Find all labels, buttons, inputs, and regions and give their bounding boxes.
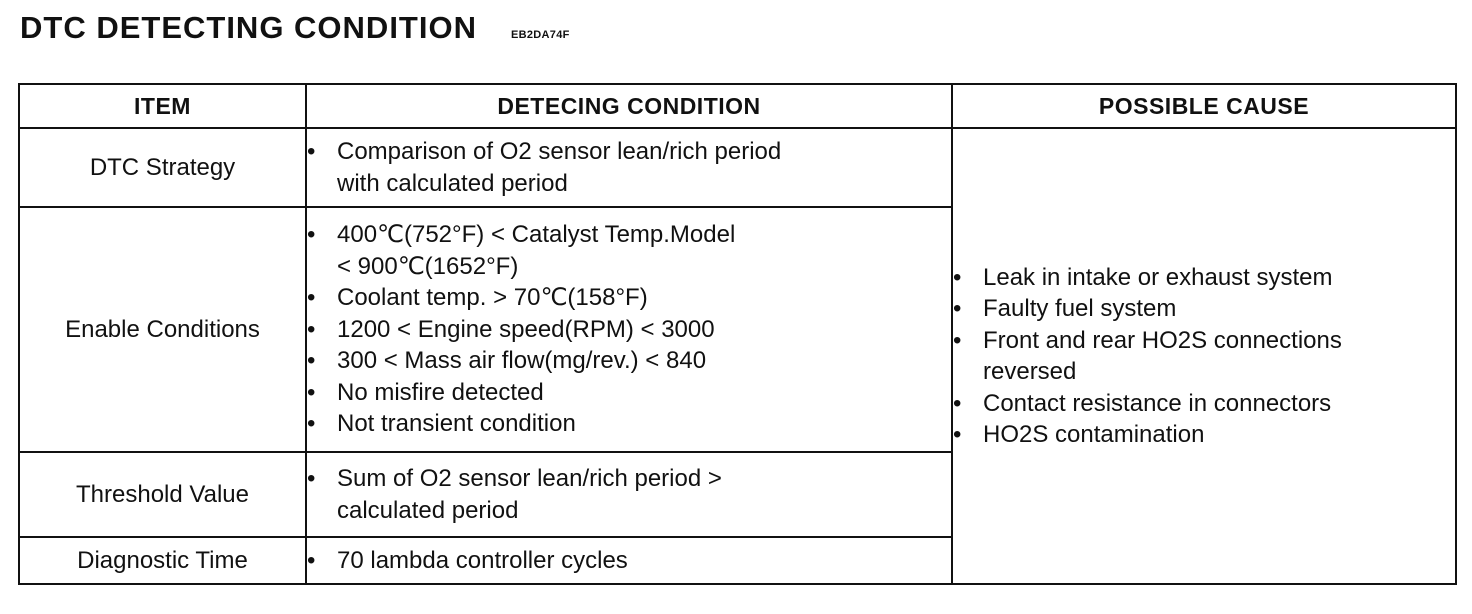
condition-enable-conditions [306,207,952,452]
page-title: DTC DETECTING CONDITION [20,10,477,45]
cause-item: • Leak in intake or exhaust system [953,262,1455,294]
condition-text: • 400℃(752°F) < Catalyst Temp.Model [307,219,951,251]
document-code: EB2DA74F [511,29,570,41]
condition-text: • 300 < Mass air flow(mg/rev.) < 840 [307,345,951,377]
condition-text: • 1200 < Engine speed(RPM) < 3000 [307,314,951,346]
condition-text: • Sum of O2 sensor lean/rich period > [307,463,951,495]
item-enable-conditions: Enable Conditions [19,207,306,452]
condition-text: • Comparison of O2 sensor lean/rich period [307,136,951,168]
condition-text: • Not transient condition [307,408,951,440]
condition-list [307,219,951,440]
condition-text-continued: < 900℃(1652°F) [337,252,519,280]
item-threshold-value: Threshold Value [19,452,306,537]
condition-text: • No misfire detected [307,377,951,409]
possible-cause-cell [952,128,1456,584]
condition-diagnostic-time [306,537,952,584]
condition-text-continued: with calculated period [337,169,568,197]
column-header-item: ITEM [19,84,306,128]
condition-list [307,545,951,577]
condition-dtc-strategy [306,128,952,207]
cause-item: • HO2S contamination [953,419,1455,451]
column-header-condition: DETECING CONDITION [306,84,952,128]
table-row-dtc-strategy [19,128,1456,207]
condition-text-continued: calculated period [337,496,519,524]
condition-threshold-value [306,452,952,537]
condition-text: • Coolant temp. > 70℃(158°F) [307,282,951,314]
column-header-cause: POSSIBLE CAUSE [952,84,1456,128]
cause-item: • Contact resistance in connectors [953,388,1455,420]
table-header-row [19,84,1456,128]
cause-item-continued: reversed [983,358,1077,385]
cause-item: • Faulty fuel system [953,293,1455,325]
condition-text: • 70 lambda controller cycles [307,545,951,577]
condition-list [307,463,951,526]
cause-list [953,262,1455,451]
condition-list [307,136,951,199]
dtc-condition-table [18,83,1457,585]
item-dtc-strategy: DTC Strategy [19,128,306,207]
title-row [20,10,570,54]
item-diagnostic-time: Diagnostic Time [19,537,306,584]
cause-item: • Front and rear HO2S connections [953,325,1455,357]
